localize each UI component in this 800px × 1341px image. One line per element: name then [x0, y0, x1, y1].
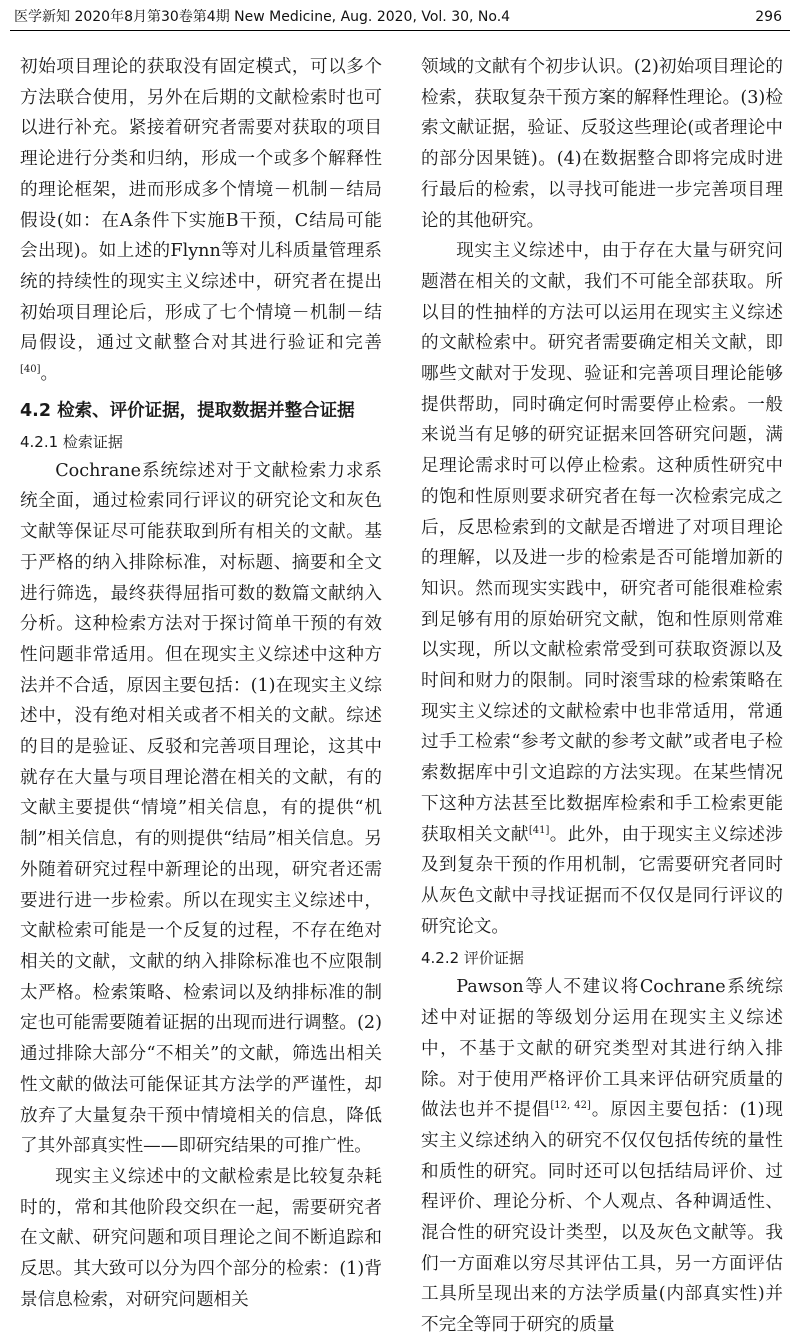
right-column: [421, 52, 783, 1341]
paragraph: 现实主义综述中的文献检索是比较复杂耗时的，常和其他阶段交织在一起，需要研究者在文献、研究问题和项目理论之间不断追踪和反思。其大致可以分为四个部分的检索：(1)背景信息检索，对研究问题相关: [20, 1166, 382, 1310]
paragraph-text: 。: [40, 364, 59, 385]
citation-ref: [41]: [528, 824, 550, 836]
paragraph: [421, 972, 783, 1340]
page-number: 296: [755, 9, 782, 25]
paragraph: [421, 236, 783, 942]
citation-ref: [40]: [20, 364, 41, 376]
left-column: [20, 52, 382, 1315]
paragraph-text: 。此外，由于现实主义综述涉及到复杂干预的作用机制，它需要研究者同时从灰色文献中寻找证据而不仅仅是同行评议的研究论文。: [421, 824, 783, 937]
paragraph-text: 。原因主要包括：(1)现实主义综述纳入的研究不仅仅包括传统的量性和质性的研究。同时还可以包括结局评价、过程评价、理论分析、个人观点、各种调适性、混合性的研究设计类型，以及灰色文献等。我们一方面难以穷尽其评估工具，另一方面评估工具所呈现出来的方法学质量(内部真实性)并不完全等同于研究的质量: [421, 1100, 783, 1336]
paragraph: 领域的文献有个初步认识。(2)初始项目理论的检索，获取复杂干预方案的解释性理论。(3)检索文献证据，验证、反驳这些理论(或者理论中的部分因果链)。(4)在数据整合即将完成时进行最后的检索，以寻找可能进一步完善项目理论的其他研究。: [421, 57, 783, 231]
citation-ref: [12, 42]: [550, 1100, 591, 1112]
subsection-heading: 4.2.2 评价证据: [421, 949, 524, 968]
subsection-heading: 4.2.1 检索证据: [20, 432, 123, 451]
journal-citation: 医学新知 2020年8月第30卷第4期 New Medicine, Aug. 2020, Vol. 30, No.4: [14, 9, 511, 25]
paragraph-text: Pawson等人不建议将Cochrane系统综述中对证据的等级划分运用在现实主义综述中，不基于文献的研究类型对其进行纳入排除。对于使用严格评价工具来评估研究质量的做法也并不提倡: [421, 977, 783, 1121]
paragraph-text: 现实主义综述中，由于存在大量与研究问题潜在相关的文献，我们不可能全部获取。所以目的性抽样的方法可以运用在现实主义综述的文献检索中。研究者需要确定相关文献，即哪些文献对于发现、验证和完善项目理论能够提供帮助，同时确定何时需要停止检索。一般来说当有足够的研究证据来回答研究问题，满足理论需求时可以停止检索。这种质性研究中的饱和性原则要求研究者在每一次检索完成之后，反思检索到的文献是否增进了对项目理论的理解，以及进一步的检索是否可能增加新的知识。然而现实实践中，研究者可能很难检索到足够有用的原始研究文献，饱和性原则常难以实现，所以文献检索常受到可获取资源以及时间和财力的限制。同时滚雪球的检索策略在现实主义综述的文献检索中也非常适用，常通过手工检索“参考文献的参考文献”或者电子检索数据库中引文追踪的方法实现。在某些情况下这种方法甚至比数据库检索和手工检索更能获取相关文献: [421, 241, 783, 845]
section-heading: 4.2 检索、评价证据，提取数据并整合证据: [20, 400, 355, 421]
running-header: [10, 4, 790, 31]
paragraph: [20, 52, 382, 390]
paragraph: Cochrane系统综述对于文献检索力求系统全面，通过检索同行评议的研究论文和灰色文献等保证尽可能获取到所有相关的文献。基于严格的纳入排除标准，对标题、摘要和全文进行筛选，最终获得屈指可数的数篇文献纳入分析。这种检索方法对于探讨简单干预的有效性问题非常适用。但在现实主义综述中这种方法并不合适，原因主要包括：(1)在现实主义综述中，没有绝对相关或者不相关的文献。综述的目的是验证、反驳和完善项目理论，这其中就存在大量与项目理论潜在相关的文献，有的文献主要提供“情境”相关信息，有的提供“机制”相关信息，有的则提供“结局”相关信息。另外随着研究过程中新理论的出现，研究者还需要进行进一步检索。所以在现实主义综述中，文献检索可能是一个反复的过程，不存在绝对相关的文献，文献的纳入排除标准也不应限制太严格。检索策略、检索词以及纳排标准的制定也可能需要随着证据的出现而进行调整。(2)通过排除大部分“不相关”的文献，筛选出相关性文献的做法可能保证其方法学的严谨性，却放弃了大量复杂干预中情境相关的信息，降低了其外部真实性——即研究结果的可推广性。: [20, 460, 382, 1157]
paragraph-text: 初始项目理论的获取没有固定模式，可以多个方法联合使用，另外在后期的文献检索时也可以进行补充。紧接着研究者需要对获取的项目理论进行分类和归纳，形成一个或多个解释性的理论框架，进而形成多个情境－机制－结局假设(如：在A条件下实施B干预，C结局可能会出现)。如上述的Flynn等对儿科质量管理系统的持续性的现实主义综述中，研究者在提出初始项目理论后，形成了七个情境－机制－结局假设，通过文献整合对其进行验证和完善: [20, 57, 382, 354]
